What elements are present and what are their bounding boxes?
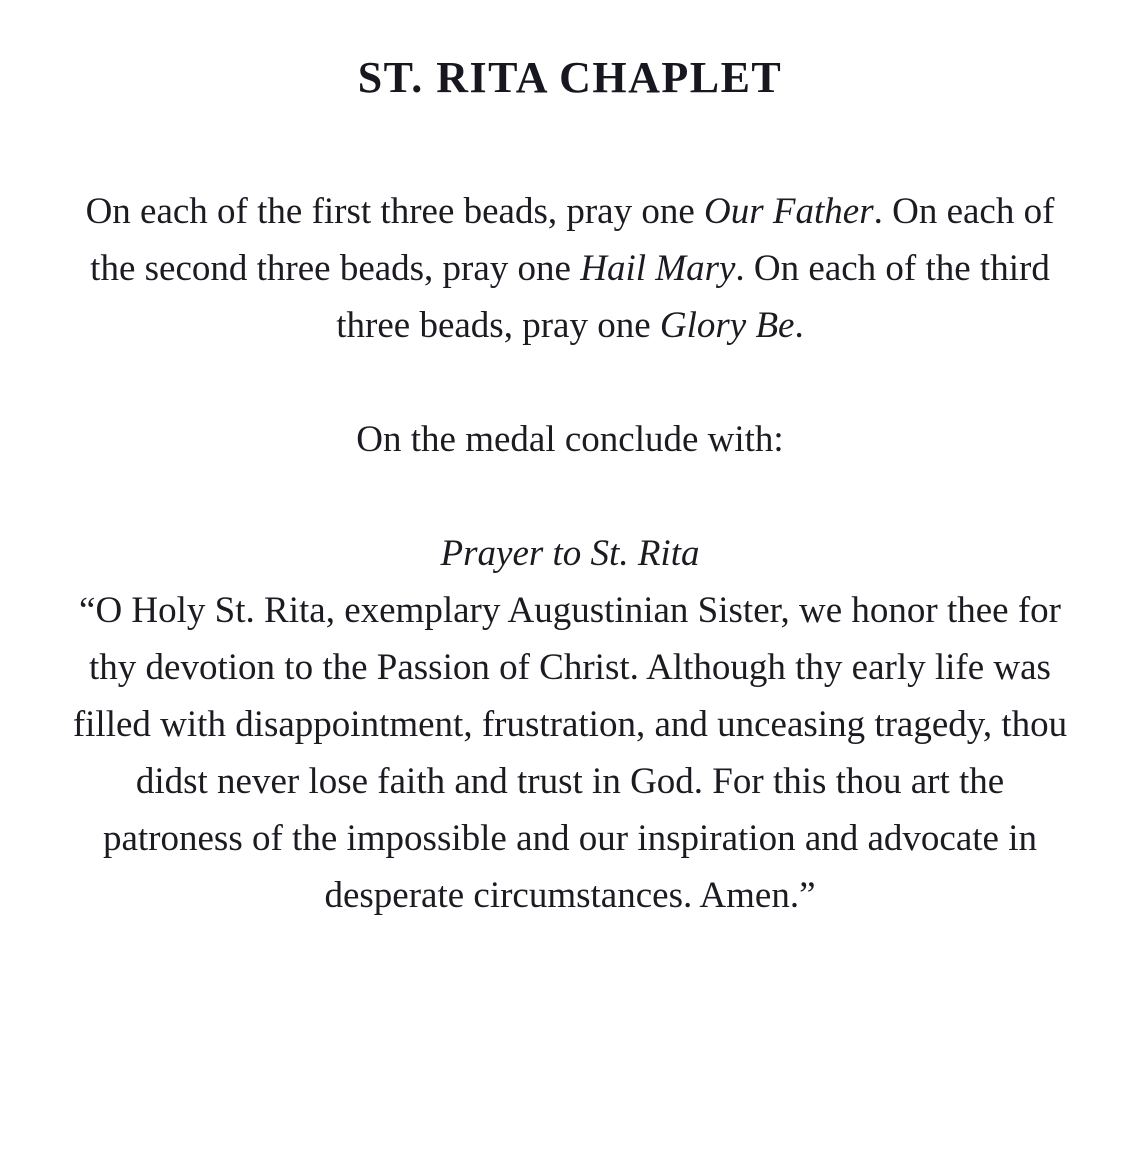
instruction-segment: . <box>794 304 804 346</box>
prayer-body-text: “O Holy St. Rita, exemplary Augustinian Sister, we honor thee for thy devotion to the Passion of Christ. Although thy early life was filled with disappointment, frustration, and unceasing tragedy, thou didst never lose faith and trust in God. For this thou art the patroness of the impossible and our inspiration and advocate in desperate circumstances. Amen.” <box>72 589 1068 916</box>
bead-instructions-paragraph <box>68 183 1073 354</box>
instruction-segment: On each of the first three beads, pray one <box>85 190 705 232</box>
instruction-segment: . On each of the second three beads, pray one <box>90 190 1055 289</box>
instruction-segment: . On each of the third three beads, pray one <box>336 247 1050 346</box>
prayer-title: Prayer to St. Rita <box>440 532 700 574</box>
medal-conclusion-line: On the medal conclude with: <box>356 418 784 460</box>
prayer-name-hail-mary: Hail Mary <box>580 247 736 289</box>
prayer-section <box>65 525 1075 924</box>
prayer-name-glory-be: Glory Be <box>659 304 795 346</box>
prayer-name-our-father: Our Father <box>704 190 874 232</box>
document-title: ST. RITA CHAPLET <box>357 53 783 102</box>
